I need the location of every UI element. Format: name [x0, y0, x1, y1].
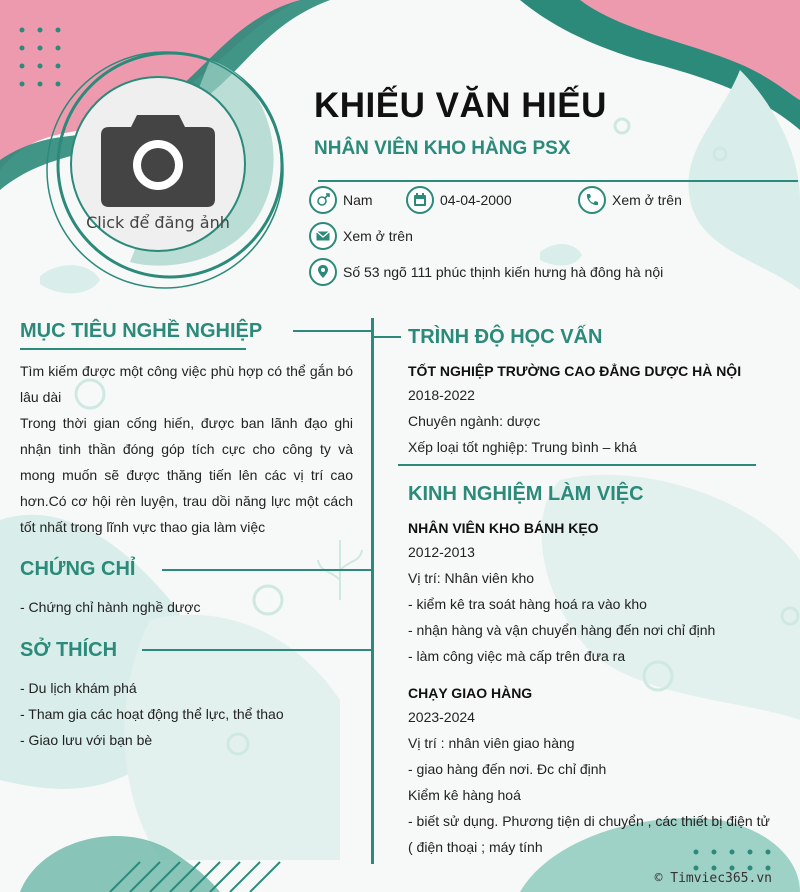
phone-value: Xem ở trên [612, 192, 682, 208]
education-title: TRÌNH ĐỘ HỌC VẤN [408, 326, 603, 348]
certificates-title: CHỨNG CHỈ [20, 558, 136, 580]
hobbies-connector [142, 649, 373, 651]
hobbies-title: SỞ THÍCH [20, 639, 118, 661]
job-line: - nhận hàng và vận chuyển hàng đến nơi chỉ định [408, 622, 716, 638]
profile-photo-upload[interactable] [70, 76, 246, 252]
hobbies-list [20, 675, 284, 753]
candidate-name: KHIẾU VĂN HIẾU [314, 86, 607, 125]
job-line: Vị trí: Nhân viên kho [408, 570, 535, 586]
job-line: - biết sử dụng. Phương tiện di chuyển , các thiết bị điện tử [408, 813, 770, 829]
certificates-connector [162, 569, 373, 571]
hobby-item: - Du lịch khám phá [20, 680, 137, 696]
calendar-icon [406, 186, 434, 214]
job-line: - làm công việc mà cấp trên đưa ra [408, 648, 626, 664]
birthday-row [406, 186, 512, 214]
email-icon [309, 222, 337, 250]
objective-line-1: Tìm kiếm được một công việc phù hợp có thể gắn bó lâu dài [20, 363, 353, 405]
experience-job-2 [408, 682, 788, 860]
email-value: Xem ở trên [343, 228, 413, 244]
education-school: TỐT NGHIỆP TRƯỜNG CAO ĐẲNG DƯỢC HÀ NỘI [408, 363, 742, 379]
objective-line-2: Trong thời gian cống hiến, được ban lãnh đạo ghi nhận tinh thần đóng góp tích cực cho công ty và mong muốn sẽ được thăng tiến lên các vị trí cao hơn.Có cơ hội rèn luyện, trau dồi năng lực một cách tốt nhất trong lĩnh vực thao gia làm việc [20, 415, 353, 535]
experience-title: KINH NGHIỆM LÀM VIỆC [408, 483, 644, 505]
experience-job-1 [408, 517, 788, 669]
camera-icon [99, 107, 217, 207]
job-line: Vị trí : nhân viên giao hàng [408, 735, 575, 751]
job-company: NHÂN VIÊN KHO BÁNH KẸO [408, 520, 599, 536]
email-row [309, 222, 413, 250]
education-years: 2018-2022 [408, 387, 475, 403]
hobby-item: - Tham gia các hoạt động thể lực, thể thao [20, 706, 284, 722]
gender-value: Nam [343, 192, 373, 208]
objective-connector [293, 330, 373, 332]
education-block [408, 360, 741, 460]
job-title: NHÂN VIÊN KHO HÀNG PSX [314, 138, 571, 159]
education-grade: Xếp loại tốt nghiệp: Trung bình – khá [408, 439, 637, 455]
job-line: Kiểm kê hàng hoá [408, 787, 521, 803]
address-row [309, 258, 663, 286]
birthday-value: 04-04-2000 [440, 192, 512, 208]
education-major: Chuyên ngành: dược [408, 413, 541, 429]
watermark: © Timviec365.vn [654, 871, 772, 886]
gender-row [309, 186, 373, 214]
job-line: - giao hàng đến nơi. Đc chỉ định [408, 761, 607, 777]
hobby-item: - Giao lưu với bạn bè [20, 732, 153, 748]
certificate-item: - Chứng chỉ hành nghề dược [20, 599, 201, 615]
column-divider [371, 318, 374, 864]
objective-title: MỤC TIÊU NGHỀ NGHIỆP [20, 320, 263, 342]
gender-icon [309, 186, 337, 214]
education-divider [398, 464, 756, 466]
education-connector [371, 336, 401, 338]
phone-icon [578, 186, 606, 214]
photo-upload-label: Click để đăng ảnh [86, 212, 230, 232]
header-divider [318, 180, 798, 182]
address-value: Số 53 ngõ 111 phúc thịnh kiến hưng hà đông hà nội [343, 264, 664, 280]
objective-text [20, 358, 353, 540]
location-pin-icon [309, 258, 337, 286]
objective-title-underline [20, 348, 246, 350]
job-line: - kiểm kê tra soát hàng hoá ra vào kho [408, 596, 647, 612]
job-years: 2023-2024 [408, 709, 475, 725]
phone-row [578, 186, 682, 214]
job-years: 2012-2013 [408, 544, 475, 560]
job-line: ( điện thoại ; máy tính [408, 839, 543, 855]
job-company: CHẠY GIAO HÀNG [408, 685, 533, 701]
